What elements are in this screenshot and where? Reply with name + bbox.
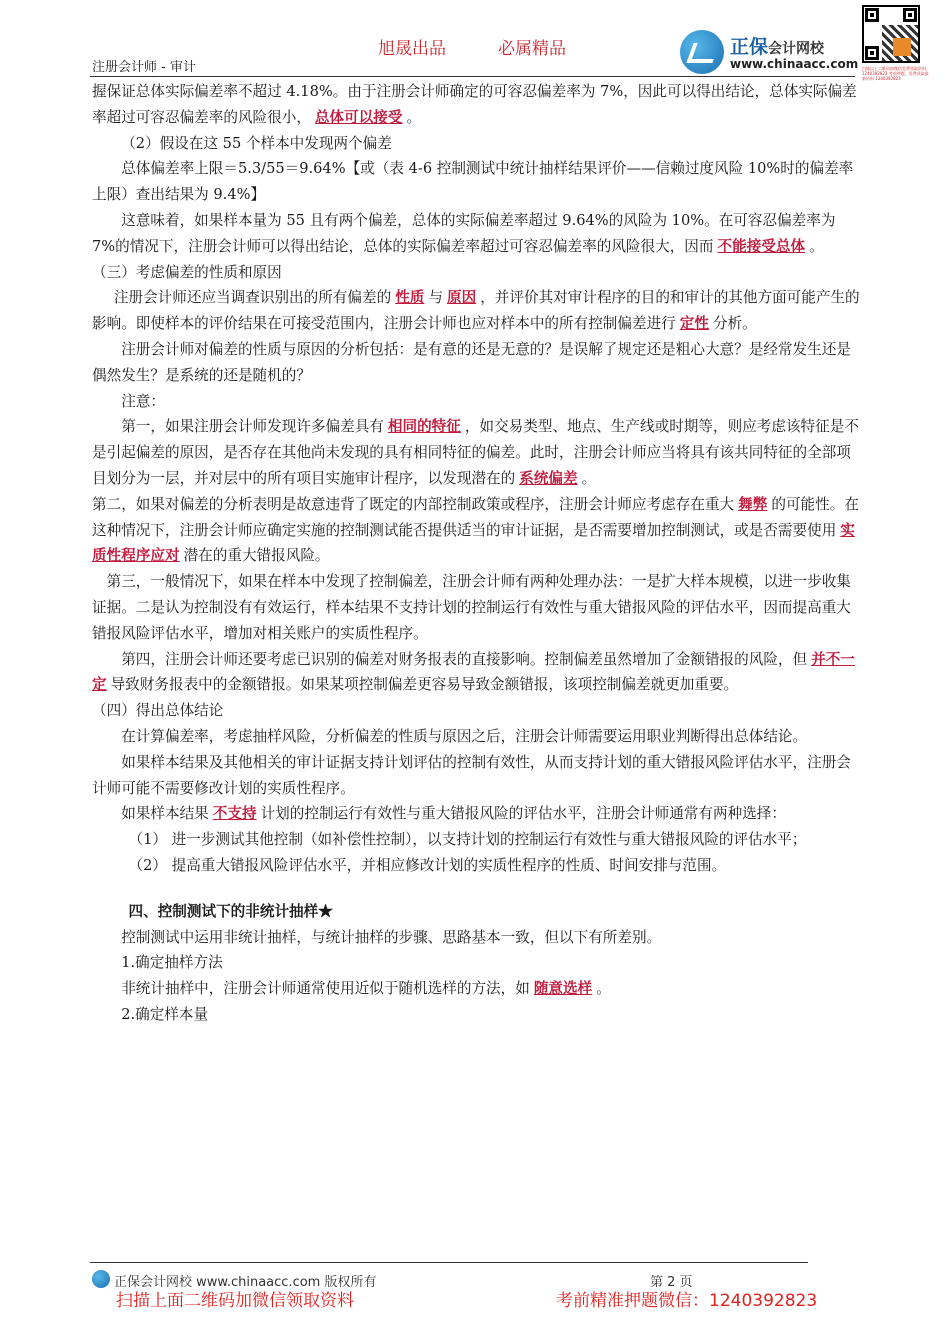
- list-item: （1） 进一步测试其他控制（如补偿性控制），以支持计划的控制运行有效性与重大错报风险的评估水平；: [128, 831, 807, 849]
- paragraph: 如果样本结果 不支持 计划的控制运行有效性与重大错报风险的评估水平，注册会计师通常有两种选择：: [121, 805, 786, 823]
- highlight: 相同的特征: [387, 418, 461, 436]
- paragraph: 注意：: [121, 392, 165, 410]
- page-number: 第 2 页: [650, 1275, 693, 1290]
- footer-promo-left: 扫描上面二维码加微信领取资料: [116, 1291, 354, 1311]
- highlight: 不能接受总体: [717, 237, 806, 255]
- paragraph: 控制测试中运用非统计抽样，与统计抽样的步骤、思路基本一致，但以下有所差别。: [121, 928, 662, 946]
- qr-caption: 扫描以上二维码加微信免费领取资料，1240392823 考前押题，免费获取最新资料 1240392823: [862, 66, 930, 81]
- subsection-heading: （四）得出总体结论: [92, 702, 224, 720]
- paragraph: 第二，如果对偏差的分析表明是故意违背了既定的内部控制政策或程序，注册会计师应考虑存在重大 舞弊 的可能性。在这种情况下，注册会计师应确定实施的控制测试能否提供适当的审计证据，是否需要增加控制测试，或是否需要使用 实质性程序应对 潜在的重大错报风险。: [92, 495, 859, 565]
- highlight: 随意选样: [533, 980, 593, 998]
- list-item: （2） 提高重大错报风险评估水平，并相应修改计划的实质性程序的性质、时间安排与范围。: [128, 856, 727, 874]
- paragraph: 总体偏差率上限＝5.3/55＝9.64%【或（表 4-6 控制测试中统计抽样结果评价——信赖过度风险 10%时的偏差率上限）查出结果为 9.4%】: [92, 160, 854, 204]
- chinaacc-logo: [680, 30, 865, 76]
- highlight: 并不一定: [92, 650, 855, 694]
- paragraph: 第三，一般情况下，如果在样本中发现了控制偏差，注册会计师有两种处理办法：一是扩大样本规模，以进一步收集证据。二是认为控制没有有效运行，样本结果不支持计划的控制运行有效性与重大错报风险的评估水平，因而提高重大错报风险评估水平，增加对相关账户的实质性程序。: [92, 573, 851, 642]
- paragraph: 1.确定抽样方法: [121, 954, 223, 972]
- highlight: 系统偏差: [519, 469, 578, 487]
- document-body: [92, 79, 862, 1028]
- logo-text: 正保会计网校: [730, 36, 825, 58]
- highlight: 性质: [395, 289, 425, 307]
- highlight: 实质性程序应对: [92, 521, 855, 565]
- paragraph: 在计算偏差率，考虑抽样风险，分析偏差的性质与原因之后，注册会计师需要运用职业判断得出总体结论。: [121, 727, 808, 745]
- highlight: 不支持: [212, 805, 257, 823]
- footer-promo-right: 考前精准押题微信：1240392823: [556, 1291, 818, 1311]
- subsection-heading: （三）考虑偏差的性质和原因: [92, 263, 282, 281]
- highlight: 原因: [447, 289, 477, 307]
- qr-code: [862, 5, 920, 63]
- section-title: 四、控制测试下的非统计抽样★: [128, 902, 333, 920]
- logo-url: www.chinaacc.com: [730, 57, 859, 71]
- paragraph: 非统计抽样中，注册会计师通常使用近似于随机选样的方法，如 随意选样 。: [121, 980, 611, 998]
- paragraph: 第四，注册会计师还要考虑已识别的偏差对财务报表的直接影响。控制偏差虽然增加了金额错报的风险，但 并不一定 导致财务报表中的金额错报。如果某项控制偏差更容易导致金额错报，该项控制偏差就更加重要。: [92, 650, 855, 694]
- paragraph: 2.确定样本量: [121, 1005, 209, 1023]
- qr-badge-icon: [893, 38, 911, 56]
- paragraph: 如果样本结果及其他相关的审计证据支持计划评估的控制有效性，从而支持计划的重大错报风险评估水平，注册会计师可能不需要修改计划的实质性程序。: [92, 753, 851, 797]
- footer-logo-icon: [92, 1270, 110, 1288]
- highlight: 舞弊: [738, 495, 768, 513]
- doc-title: 注册会计师 - 审计: [92, 60, 196, 75]
- paragraph: 注册会计师还应当调查识别出的所有偏差的 性质 与 原因 ，并评价其对审计程序的目的和审计的其他方面可能产生的影响。即使样本的评价结果在可接受范围内，注册会计师也应对样本中的所有控制偏差进行 定性 分析。: [92, 289, 860, 333]
- header-divider: [90, 76, 855, 77]
- paragraph: （2）假设在这 55 个样本中发现两个偏差: [121, 134, 392, 152]
- footer-divider: [90, 1262, 808, 1263]
- paragraph: 这意味着，如果样本量为 55 且有两个偏差，总体的实际偏差率超过 9.64%的风险为 10%。在可容忍偏差率为 7%的情况下，注册会计师可以得出结论，总体的实际偏差率超过可容忍偏差率的风险很大，因而 不能接受总体 。: [92, 211, 836, 255]
- paragraph: 握保证总体实际偏差率不超过 4.18%。由于注册会计师确定的可容忍偏差率为 7%，因此可以得出结论，总体实际偏差率超过可容忍偏差率的风险很小， 总体可以接受 。: [92, 83, 857, 126]
- highlight: 总体可以接受: [314, 108, 403, 126]
- brand-right: 必属精品: [498, 39, 566, 59]
- highlight: 定性: [679, 315, 709, 333]
- footer-copyright: 正保会计网校 www.chinaacc.com 版权所有: [114, 1275, 377, 1290]
- logo-icon: [680, 30, 724, 74]
- paragraph: 注册会计师对偏差的性质与原因的分析包括：是有意的还是无意的？是误解了规定还是粗心大意？是经常发生还是偶然发生？是系统的还是随机的？: [92, 340, 851, 384]
- brand-left: 旭晟出品: [378, 39, 446, 59]
- paragraph: 第一，如果注册会计师发现许多偏差具有 相同的特征 ，如交易类型、地点、生产线或时期等，则应考虑该特征是不是引起偏差的原因，是否存在其他尚未发现的具有相同特征的偏差。此时，注册会计师应当将具有该共同特征的全部项目划分为一层，并对层中的所有项目实施审计程序，以发现潜在的 系统偏差 。: [92, 418, 859, 487]
